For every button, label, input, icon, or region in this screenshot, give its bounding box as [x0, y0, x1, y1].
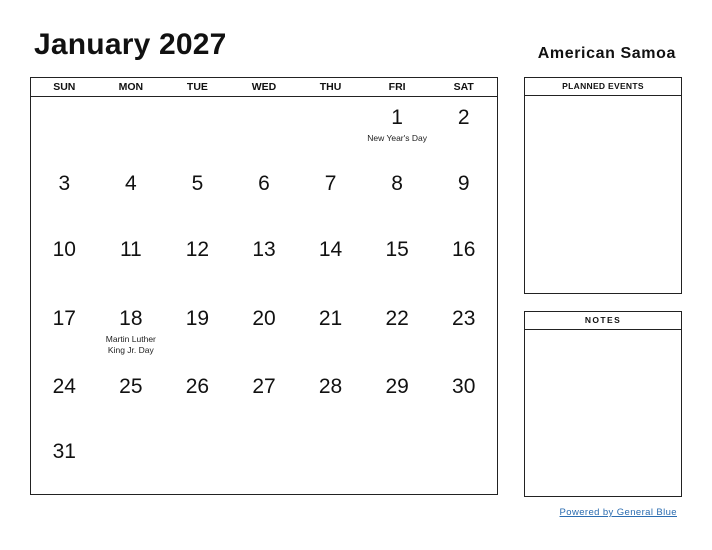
weekday-fri: FRI: [388, 81, 406, 93]
day-cell: [231, 366, 298, 431]
day-cell: [430, 97, 497, 163]
day-cell: [98, 229, 165, 298]
day-number: 14: [318, 238, 343, 261]
weekday-thu: THU: [319, 81, 342, 93]
day-cell: [31, 298, 98, 366]
day-number: 12: [185, 238, 210, 261]
day-cell: [31, 97, 98, 163]
weekday-header-row: [31, 78, 497, 97]
day-number: 21: [318, 307, 343, 330]
day-cell: [297, 298, 364, 366]
day-cell: [31, 431, 98, 494]
day-cell: [98, 431, 165, 494]
day-number: 16: [452, 238, 476, 261]
day-cell: [98, 298, 165, 366]
day-cell: [31, 366, 98, 431]
day-cell: [430, 431, 497, 494]
day-cell: [364, 229, 431, 298]
day-cell: [297, 97, 364, 163]
day-number: 1: [391, 106, 403, 129]
day-cell: [164, 366, 231, 431]
day-number: 30: [452, 375, 476, 398]
day-number: 31: [52, 440, 76, 463]
day-cell: [164, 431, 231, 494]
day-cell: [231, 431, 298, 494]
day-cell: [297, 366, 364, 431]
day-number: 22: [385, 307, 409, 330]
weekday-mon: MON: [118, 81, 144, 93]
day-cell: [364, 97, 431, 163]
day-number: 5: [191, 172, 204, 195]
day-number: 19: [185, 307, 210, 330]
day-number: 9: [457, 172, 470, 195]
day-number: 8: [391, 172, 403, 195]
powered-by-link[interactable]: Powered by General Blue: [559, 507, 677, 518]
day-number: 13: [252, 238, 276, 261]
weekday-sat: SAT: [453, 81, 474, 93]
calendar-grid: [30, 77, 498, 495]
day-cell: [297, 431, 364, 494]
day-cell: [430, 163, 497, 229]
day-number: 3: [58, 172, 71, 195]
day-cell: [98, 163, 165, 229]
day-number: 28: [318, 375, 343, 398]
day-cell: [231, 97, 298, 163]
day-number: 23: [452, 307, 476, 330]
weekday-wed: WED: [251, 81, 277, 93]
day-cell: [164, 229, 231, 298]
day-cell: [430, 229, 497, 298]
day-cell: [297, 163, 364, 229]
day-number: 24: [52, 375, 76, 398]
day-cell: [430, 366, 497, 431]
day-number: 26: [185, 375, 210, 398]
day-cell: [364, 163, 431, 229]
day-cell: [430, 298, 497, 366]
day-cell: [364, 431, 431, 494]
day-number: 10: [52, 238, 76, 261]
day-number: 4: [125, 172, 137, 195]
day-cell: [98, 366, 165, 431]
day-number: 20: [252, 307, 276, 330]
day-cell: [31, 163, 98, 229]
day-cell: [231, 229, 298, 298]
weekday-tue: TUE: [186, 81, 208, 93]
notes-panel: [524, 311, 682, 497]
page-title: January 2027: [34, 28, 227, 61]
day-cell: [31, 229, 98, 298]
day-number: 29: [385, 375, 409, 398]
day-cell: [231, 163, 298, 229]
planned-events-panel: [524, 77, 682, 294]
holiday-label: New Year's Day: [367, 133, 427, 143]
day-grid: [31, 97, 497, 494]
day-number: 27: [252, 375, 276, 398]
day-cell: [164, 163, 231, 229]
day-number: 2: [457, 106, 470, 129]
day-cell: [164, 298, 231, 366]
weekday-sun: SUN: [53, 81, 76, 93]
day-cell: [364, 298, 431, 366]
day-number: 17: [52, 307, 76, 330]
day-cell: [297, 229, 364, 298]
day-cell: [364, 366, 431, 431]
day-number: 15: [385, 238, 409, 261]
day-cell: [231, 298, 298, 366]
day-number: 6: [258, 172, 270, 195]
notes-heading: NOTES: [525, 312, 681, 330]
holiday-label: Martin Luther King Jr. Day: [105, 334, 156, 355]
day-number: 7: [324, 172, 337, 195]
day-cell: [164, 97, 231, 163]
day-number: 25: [119, 375, 143, 398]
day-number: 18: [119, 307, 143, 330]
planned-events-heading: PLANNED EVENTS: [525, 78, 681, 96]
day-cell: [98, 97, 165, 163]
region-name: American Samoa: [537, 45, 676, 62]
day-number: 11: [119, 238, 142, 261]
